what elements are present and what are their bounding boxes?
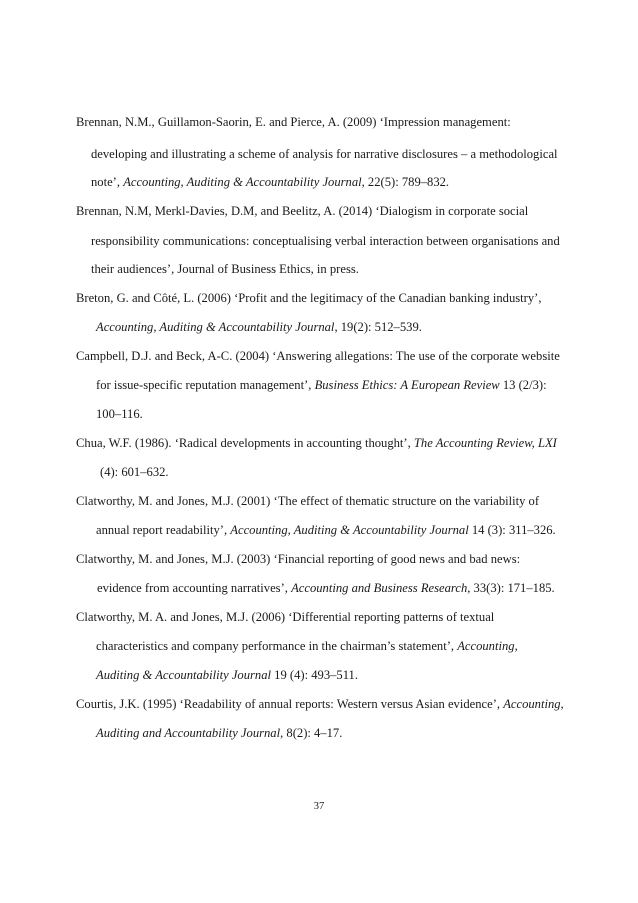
reference-brennan-2014-line-3: their audiences’, Journal of Business Ethics, in press. <box>91 262 359 276</box>
journal-title: Accounting and Business Research, <box>291 581 471 595</box>
page-number: 37 <box>313 801 325 812</box>
reference-clatworthy-2003-line-1: Clatworthy, M. and Jones, M.J. (2003) ‘Financial reporting of good news and bad news: <box>76 552 521 566</box>
reference-courtis-1995-line-1: Courtis, J.K. (1995) ‘Readability of annual reports: Western versus Asian evidence’, Accounting, <box>76 697 564 711</box>
reference-brennan-2009-line-1: Brennan, N.M., Guillamon-Saorin, E. and Pierce, A. (2009) ‘Impression management: <box>76 115 511 129</box>
reference-clatworthy-2006-line-1: Clatworthy, M. A. and Jones, M.J. (2006) ‘Differential reporting patterns of textual <box>76 610 495 624</box>
reference-clatworthy-2001-line-1: Clatworthy, M. and Jones, M.J. (2001) ‘The effect of thematic structure on the variability of <box>76 494 540 508</box>
reference-clatworthy-2006-line-3: Auditing & Accountability Journal 19 (4): 493–511. <box>96 668 358 682</box>
journal-title: Accounting, <box>503 697 564 711</box>
reference-brennan-2009-line-2: developing and illustrating a scheme of analysis for narrative disclosures – a methodological <box>91 147 558 161</box>
journal-title: Business Ethics: A European Review <box>314 378 500 392</box>
journal-title: Accounting, Auditing & Accountability Journal <box>96 320 335 334</box>
reference-clatworthy-2006-line-2: characteristics and company performance in the chairman’s statement’, Accounting, <box>96 639 518 653</box>
journal-title: Accounting, <box>457 639 518 653</box>
journal-title: Accounting, Auditing & Accountability Journal <box>230 523 469 537</box>
journal-title: Accounting, Auditing & Accountability Journal, <box>123 175 365 189</box>
reference-breton-2006-line-1: Breton, G. and Côté, L. (2006) ‘Profit and the legitimacy of the Canadian banking industry’, <box>76 291 542 305</box>
journal-title: Auditing & Accountability Journal <box>96 668 272 682</box>
reference-brennan-2009-line-3: note’, Accounting, Auditing & Accountability Journal, 22(5): 789–832. <box>91 175 450 189</box>
reference-campbell-2004-line-3: 100–116. <box>96 407 143 421</box>
reference-chua-1986-line-1: Chua, W.F. (1986). ‘Radical developments in accounting thought’, The Accounting Review, LXI <box>76 436 557 450</box>
reference-breton-2006-line-2: Accounting, Auditing & Accountability Journal, 19(2): 512–539. <box>96 320 422 334</box>
reference-chua-1986-line-2: (4): 601–632. <box>100 465 169 479</box>
reference-campbell-2004-line-2: for issue-specific reputation management’, Business Ethics: A European Review 13 (2/3): <box>96 378 547 392</box>
reference-brennan-2014-line-1: Brennan, N.M, Merkl-Davies, D.M, and Beelitz, A. (2014) ‘Dialogism in corporate social <box>76 204 529 218</box>
reference-campbell-2004-line-1: Campbell, D.J. and Beck, A-C. (2004) ‘Answering allegations: The use of the corporate website <box>76 349 560 363</box>
reference-clatworthy-2001-line-2: annual report readability’, Accounting, Auditing & Accountability Journal 14 (3): 311–326. <box>96 523 556 537</box>
journal-title: The Accounting Review, LXI <box>413 436 557 450</box>
reference-courtis-1995-line-2: Auditing and Accountability Journal, 8(2): 4–17. <box>96 726 343 740</box>
reference-brennan-2014-line-2: responsibility communications: conceptualising verbal interaction between organisations and <box>91 234 560 248</box>
reference-clatworthy-2003-line-2: evidence from accounting narratives’, Accounting and Business Research, 33(3): 171–185. <box>97 581 555 595</box>
journal-title: Auditing and Accountability Journal <box>96 726 281 740</box>
